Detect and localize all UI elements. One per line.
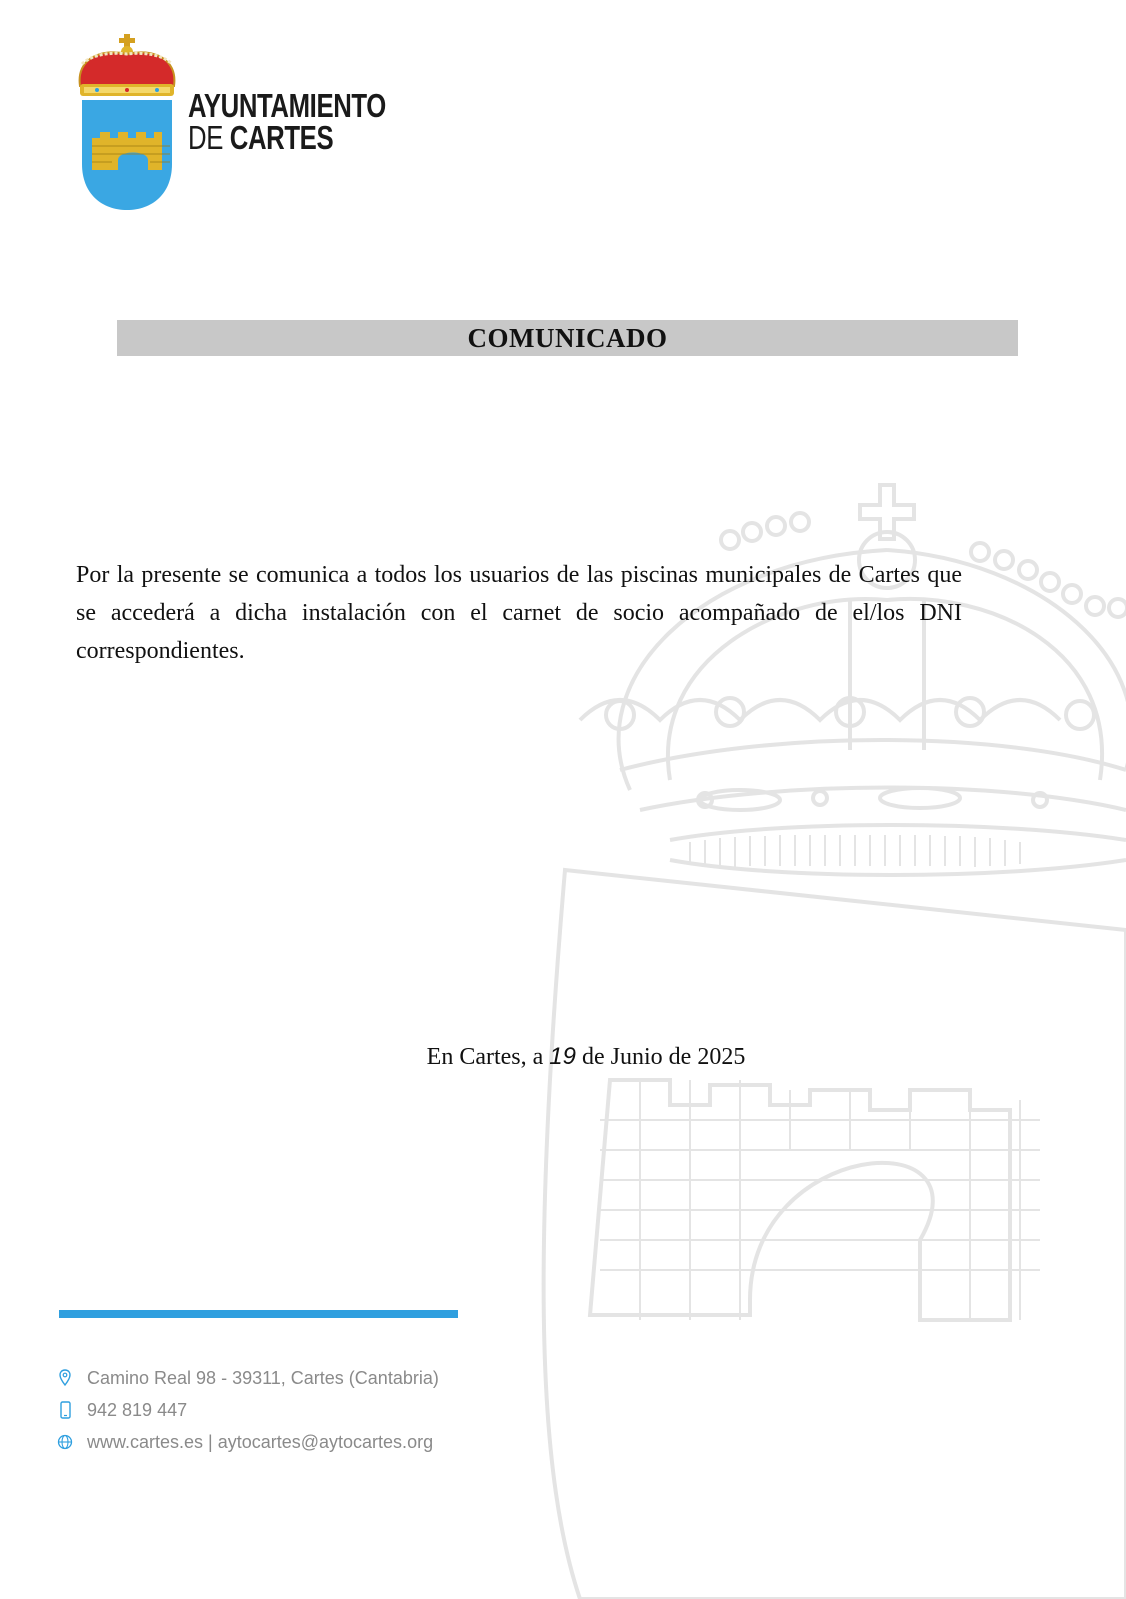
web-email-text: www.cartes.es | aytocartes@aytocartes.org: [87, 1431, 434, 1452]
org-name-line2: [188, 119, 386, 156]
organization-name: [188, 87, 442, 156]
notice-body: Por la presente se comunica a todos los usuarios de las piscinas municipales de Cartes que se accederá a dicha instalación con el carnet de socio acompañado de el/los DNI correspondientes.: [76, 562, 962, 664]
address-text: Camino Real 98 - 39311, Cartes (Cantabria): [87, 1367, 439, 1388]
date-prefix: En Cartes, a: [426, 1044, 544, 1070]
date-line: [0, 1043, 1126, 1071]
org-name-prefix: DE: [188, 119, 223, 156]
org-name-town: CARTES: [229, 119, 334, 156]
globe-icon: [57, 1433, 73, 1451]
phone-text: 942 819 447: [87, 1399, 188, 1420]
contact-footer: [57, 1362, 439, 1458]
location-pin-icon: [57, 1369, 73, 1387]
phone-row: [57, 1394, 439, 1426]
web-row: [57, 1426, 439, 1458]
notice-title: COMUNICADO: [467, 323, 668, 353]
notice-title-bar: [117, 320, 1018, 356]
date-suffix: de Junio de 2025: [582, 1044, 746, 1070]
address-row: [57, 1362, 439, 1394]
org-name-line1: AYUNTAMIENTO: [188, 87, 386, 124]
phone-icon: [57, 1401, 73, 1419]
municipal-coat-of-arms-logo: [72, 34, 182, 214]
date-day: 19: [549, 1043, 576, 1070]
footer-divider: [59, 1310, 458, 1318]
